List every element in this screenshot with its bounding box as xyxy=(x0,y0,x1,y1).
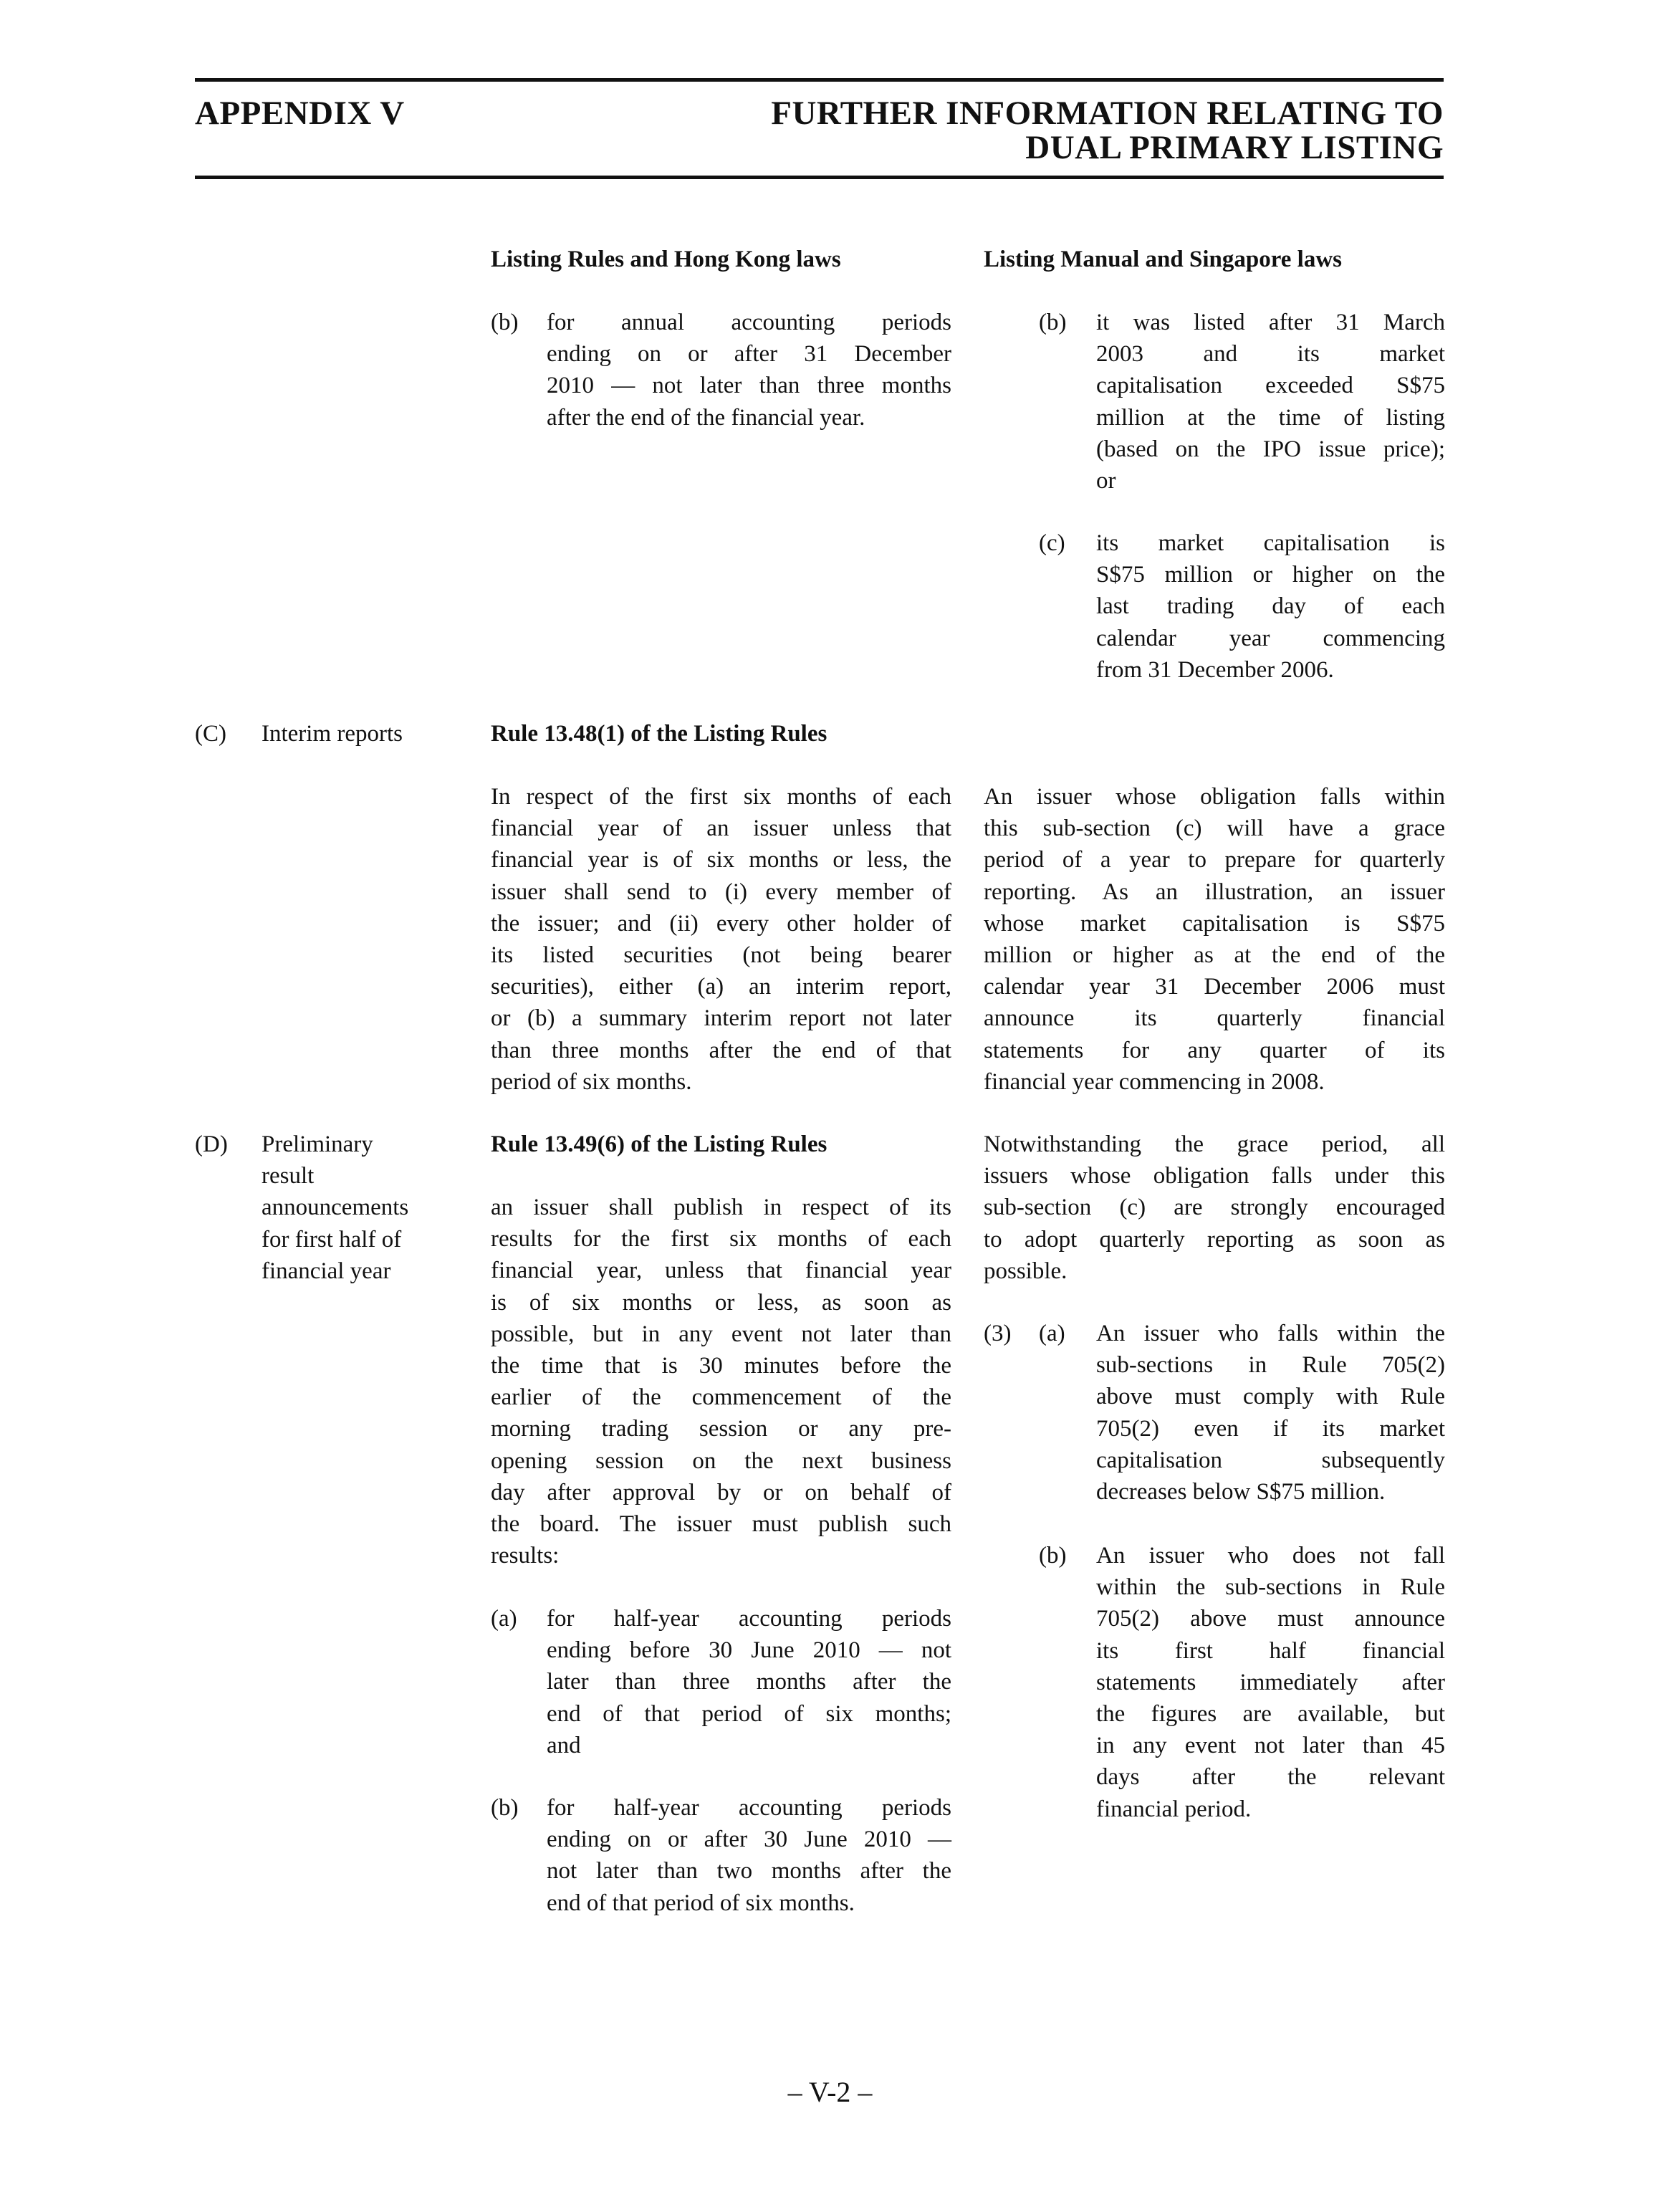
section-d-hk-item-b: for half-year accounting periods ending on or after 30 June 2010 — not later than two months after the end of that period of six months. xyxy=(547,1795,951,1916)
section-d-sg-paragraph: Notwithstanding the grace period, all issuers whose obligation falls under this sub-section (c) are strongly encouraged to adopt quarterly reporting as soon as possible. xyxy=(984,1131,1445,1284)
top-rule xyxy=(195,78,1444,82)
section-title-line-2: DUAL PRIMARY LISTING xyxy=(1025,129,1444,166)
section-c-hk-paragraph: In respect of the first six months of each financial year of an issuer unless that financial year is of six months or less, the issuer shall send to (i) every member of the issuer; and (ii) every other holder of its listed securities (not being bearer securities), either (a) an interim report, or (b) a summary interim report not later than three months after the end of that period of six months. xyxy=(491,784,951,1095)
section-title xyxy=(656,96,1444,165)
hk-item-marker: (b) xyxy=(491,310,519,335)
section-d-label: Preliminary result announcements for first half of financial year xyxy=(262,1131,409,1284)
section-c-label: Interim reports xyxy=(262,721,403,747)
page-number: – V-2 – xyxy=(787,2076,873,2108)
sg-subitem-marker: (a) xyxy=(1039,1321,1065,1346)
sg-item-c-text: its market capitalisation is S$75 million or higher on the last trading day of each calendar year commencing from 31 December 2006. xyxy=(1096,530,1445,683)
section-c-marker: (C) xyxy=(195,721,226,747)
section-d-marker: (D) xyxy=(195,1131,228,1157)
section-d-rule-heading: Rule 13.49(6) of the Listing Rules xyxy=(491,1131,827,1157)
section-title-line-1: FURTHER INFORMATION RELATING TO xyxy=(771,95,1444,132)
sg-item-3b-text: An issuer who does not fall within the sub-sections in Rule 705(2) above must announce its first half financial statements immediately after the figures are available, but in any event not later than 45 days after the relevant financial period. xyxy=(1096,1543,1445,1822)
sg-item-marker: (c) xyxy=(1039,530,1065,556)
sg-column-heading: Listing Manual and Singapore laws xyxy=(984,246,1343,272)
hk-top-item-text: for annual accounting periods ending on or after 31 December 2010 — not later than three months after the end of the financial year. xyxy=(547,310,951,431)
hk-item-marker: (a) xyxy=(491,1606,517,1632)
section-d-hk-paragraph: an issuer shall publish in respect of its results for the first six months of each financial year, unless that financial year is of six months or less, as soon as possible, but in any event not later than the time that is 30 minutes before the earlier of the commencement of the morning trading session or any pre- opening session on the next business day after approval by or on behalf of the board. The issuer must publish such results: xyxy=(491,1194,951,1569)
sg-item-3a-text: An issuer who falls within the sub-sections in Rule 705(2) above must comply with Rule 705(2) even if its market capitalisation subsequently decreases below S$75 million. xyxy=(1096,1321,1445,1505)
section-d-hk-item-a: for half-year accounting periods ending before 30 June 2010 — not later than three months after the end of that period of six months; and xyxy=(547,1606,951,1758)
sg-item-marker: (b) xyxy=(1039,310,1067,335)
section-c-rule-heading: Rule 13.48(1) of the Listing Rules xyxy=(491,721,827,747)
hk-column-heading: Listing Rules and Hong Kong laws xyxy=(491,246,841,272)
sg-item-3-marker: (3) xyxy=(984,1321,1012,1346)
hk-item-marker: (b) xyxy=(491,1795,519,1821)
appendix-title: APPENDIX V xyxy=(195,95,405,132)
sg-item-b-text: it was listed after 31 March 2003 and its market capitalisation exceeded S$75 million at the time of listing (based on the IPO issue price); or xyxy=(1096,310,1445,494)
header-bottom-rule xyxy=(195,176,1444,179)
section-c-sg-paragraph: An issuer whose obligation falls within this sub-section (c) will have a grace period of a year to prepare for quarterly reporting. As an illustration, an issuer whose market capitalisation is S$75 million or higher as at the end of the calendar year 31 December 2006 must announce its quarterly financial statements for any quarter of its financial year commencing in 2008. xyxy=(984,784,1445,1095)
sg-subitem-marker: (b) xyxy=(1039,1543,1067,1569)
